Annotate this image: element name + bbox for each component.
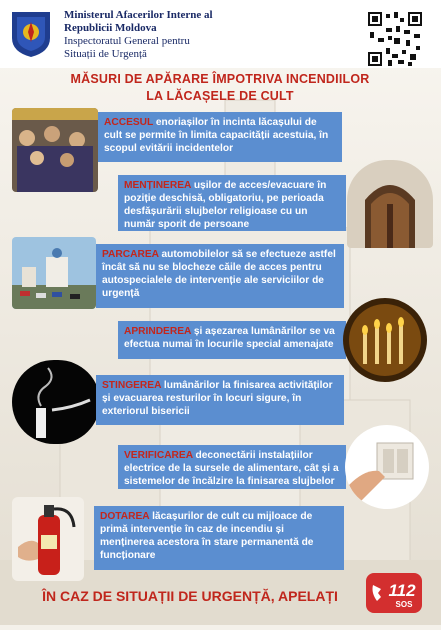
emergency-112-badge <box>366 573 422 613</box>
ministry-name-line1: Ministerul Afacerilor Interne al <box>64 9 213 21</box>
header <box>0 0 441 68</box>
keyword-access: ACCESUL <box>104 117 154 128</box>
info-box-access <box>98 112 342 162</box>
text-maintain: ușilor de acces/evacuare în poziție deschisă, obligatoriu, pe perioada desfășurării slujbelor religioase cu un număr sporit de persoane <box>124 180 327 230</box>
info-box-verification <box>118 445 346 489</box>
keyword-lighting: APRINDEREA <box>124 326 191 337</box>
keyword-equipping: DOTAREA <box>100 511 150 522</box>
moldova-emblem-icon <box>8 8 54 58</box>
text-equipping: lăcașurilor de cult cu mijloace de primă intervenție în caz de incendiu și menținerea acestora în stare permanentă de funcționare <box>100 511 314 561</box>
crowd-church-photo <box>12 108 98 192</box>
church-parking-photo <box>12 237 96 309</box>
light-switch-photo <box>345 425 429 509</box>
fire-extinguisher-photo <box>12 497 84 581</box>
keyword-extinguishing: STINGEREA <box>102 380 162 391</box>
ministry-name-line2: Republicii Moldova <box>64 22 157 34</box>
keyword-maintain: MENȚINEREA <box>124 180 191 191</box>
info-box-equipping <box>94 506 344 570</box>
info-box-parking <box>96 244 344 308</box>
text-verification: deconectării instalațiilor electrice de la sursele de alimentare, cât și a sistemelor de încălzire la finisarea slujbelor <box>124 450 339 487</box>
footer-call-text: ÎN CAZ DE SITUAȚII DE URGENȚĂ, APELAȚI <box>42 588 338 604</box>
text-access: enoriașilor în incinta lăcașului de cult se permite în limita capacității acestuia, în scopul evitării incidentelor <box>104 117 329 154</box>
inspectorate-name-line2: Situații de Urgență <box>64 48 147 60</box>
emergency-sos: SOS <box>395 600 413 609</box>
lit-candles-photo <box>343 298 427 382</box>
text-lighting: și așezarea lumânărilor se va efectua numai în locurile special amenajate <box>124 326 335 350</box>
text-extinguishing: lumânărilor la finisarea activităților și evacuarea resturilor în locuri sigure, în exteriorul bisericii <box>102 380 333 417</box>
keyword-parking: PARCAREA <box>102 249 159 260</box>
emergency-number: 112 <box>388 581 416 600</box>
info-box-maintain-doors <box>118 175 346 231</box>
text-parking: automobilelor să se efectueze astfel încât să nu se blocheze căile de acces pentru autospecialele de intervenție ale serviciilor de urgență <box>102 249 336 299</box>
church-door-photo <box>347 160 433 248</box>
extinguished-candle-photo <box>12 360 100 444</box>
info-box-lighting-candles <box>118 321 346 359</box>
info-box-extinguishing <box>96 375 344 425</box>
qr-code-icon <box>366 10 424 68</box>
poster-title-line2: LA LĂCAȘELE DE CULT <box>146 89 294 103</box>
keyword-verification: VERIFICAREA <box>124 450 193 461</box>
inspectorate-name-line1: Inspectoratul General pentru <box>64 35 190 47</box>
poster-title-line1: MĂSURI DE APĂRARE ÎMPOTRIVA INCENDIILOR <box>70 72 370 86</box>
